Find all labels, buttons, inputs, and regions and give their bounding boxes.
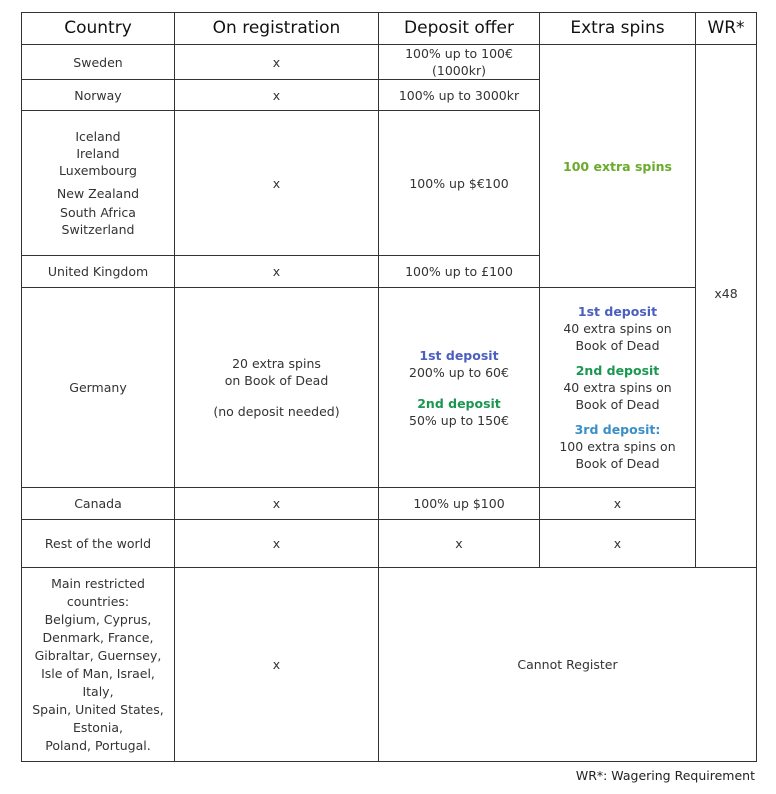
row-restricted [22, 568, 757, 762]
spins-2-line: Book of Dead [575, 397, 660, 412]
spacer [542, 413, 693, 421]
restricted-line: Isle of Man, Israel, Italy, [41, 665, 155, 699]
header-on-registration: On registration [175, 13, 379, 45]
bonus-table [21, 12, 757, 762]
country-name: Switzerland [61, 222, 135, 237]
spacer [542, 354, 693, 362]
cell-extra-spins: x [540, 520, 696, 568]
header-extra-spins: Extra spins [540, 13, 696, 45]
cell-country: United Kingdom [22, 256, 175, 288]
cell-registration: x [175, 568, 379, 762]
spins-2-title: 2nd deposit [575, 363, 660, 378]
cell-restricted-countries [22, 568, 175, 762]
cell-country: Rest of the world [22, 520, 175, 568]
row-sweden [22, 45, 757, 80]
cell-deposit [379, 288, 540, 488]
cell-registration: x [175, 488, 379, 520]
cell-registration: x [175, 256, 379, 288]
restricted-line: Denmark, France, [42, 629, 154, 645]
cell-country-list [22, 111, 175, 256]
cell-deposit: 100% up to 100€ (1000kr) [379, 45, 540, 80]
header-deposit-offer: Deposit offer [379, 13, 540, 45]
header-row [22, 13, 757, 45]
cell-registration: x [175, 520, 379, 568]
country-name: Ireland [76, 146, 120, 161]
cell-deposit: 100% up to £100 [379, 256, 540, 288]
deposit-2-value: 50% up to 150€ [409, 412, 509, 428]
deposit-1-title: 1st deposit [419, 347, 499, 363]
deposit-1-value: 200% up to 60€ [409, 364, 509, 380]
cell-cannot-register: Cannot Register [379, 568, 757, 762]
cell-extra-spins: x [540, 488, 696, 520]
country-name: Luxembourg [59, 163, 137, 178]
cell-country: Sweden [22, 45, 175, 80]
spins-1-line: Book of Dead [575, 338, 660, 353]
country-name: New Zealand [56, 186, 140, 201]
cell-registration: x [175, 111, 379, 256]
cell-extra-spins [540, 288, 696, 488]
cell-registration: x [175, 80, 379, 111]
cell-country: Canada [22, 488, 175, 520]
spacer [381, 381, 537, 395]
spacer [177, 389, 376, 403]
restricted-line: Spain, United States, [32, 701, 164, 717]
cell-deposit: 100% up $€100 [379, 111, 540, 256]
cell-deposit: 100% up $100 [379, 488, 540, 520]
restricted-line: Gibraltar, Guernsey, [34, 647, 162, 663]
restricted-line: Poland, Portugal. [45, 737, 151, 753]
cell-registration: x [175, 45, 379, 80]
cell-registration [175, 288, 379, 488]
deposit-2-title: 2nd deposit [417, 395, 501, 411]
header-country: Country [22, 13, 175, 45]
country-name: Iceland [75, 129, 121, 144]
row-canada [22, 488, 757, 520]
restricted-line: Main restricted [51, 575, 145, 591]
cell-wr: x48 [696, 45, 757, 568]
restricted-line: Estonia, [73, 719, 123, 735]
restricted-line: countries: [66, 593, 130, 609]
footnote-wagering: WR*: Wagering Requirement [575, 768, 755, 783]
spins-3-title: 3rd deposit: [574, 422, 661, 437]
extra-spins-group-text: 100 extra spins [563, 158, 672, 174]
row-rest-of-world [22, 520, 757, 568]
registration-line: 20 extra spins [232, 356, 321, 371]
country-name: South Africa [60, 205, 136, 220]
cell-deposit: 100% up to 3000kr [379, 80, 540, 111]
cell-country: Germany [22, 288, 175, 488]
spins-3-line: 100 extra spins on [559, 439, 676, 454]
spins-2-line: 40 extra spins on [563, 380, 672, 395]
spins-1-title: 1st deposit [577, 304, 658, 319]
row-germany [22, 288, 757, 488]
spins-3-line: Book of Dead [575, 456, 660, 471]
spins-1-line: 40 extra spins on [563, 321, 672, 336]
cell-extra-spins-group [540, 45, 696, 288]
header-wr: WR* [696, 13, 757, 45]
registration-note: (no deposit needed) [213, 404, 340, 419]
cell-country: Norway [22, 80, 175, 111]
restricted-line: Belgium, Cyprus, [44, 611, 152, 627]
cell-deposit: x [379, 520, 540, 568]
registration-line: on Book of Dead [224, 373, 329, 388]
